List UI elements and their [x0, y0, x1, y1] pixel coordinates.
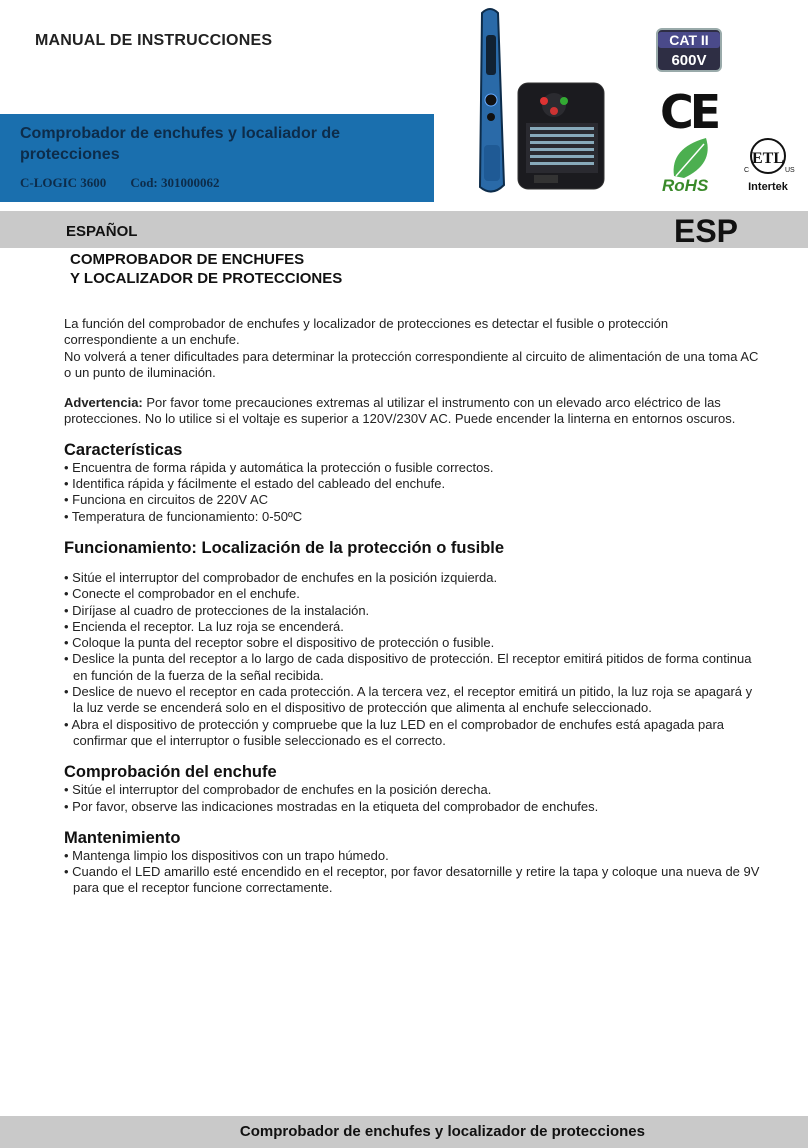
- list-item: • Deslice de nuevo el receptor en cada protección. A la tercera vez, el receptor emitirá un pitido, la luz roja se apagará y la luz verde se encenderá solo en el dispositivo de protección que alimenta al enchufe seleccionado.: [64, 684, 753, 716]
- list-item: • Temperatura de funcionamiento: 0-50ºC: [64, 508, 303, 524]
- svg-text:C: C: [744, 167, 750, 174]
- warning-label: Advertencia:: [64, 395, 143, 411]
- product-title-box: [0, 114, 434, 202]
- footer-bar: [0, 1116, 808, 1148]
- footer-text: Comprobador de enchufes y localizador de protecciones: [239, 1123, 645, 1140]
- intro-paragraph-1: La función del comprobador de enchufes y localizador de protecciones es detectar el fusible o protección correspondiente a un enchufe.: [64, 316, 669, 348]
- list-item: • Por favor, observe las indicaciones mostradas en la etiqueta del comprobador de enchufes.: [64, 798, 599, 814]
- warning-paragraph: [64, 395, 764, 428]
- heading-line-2: Y LOCALIZADOR DE PROTECCIONES: [70, 270, 343, 287]
- language-bar: [0, 211, 808, 248]
- list-item: • Sitúe el interruptor del comprobador de enchufes en la posición derecha.: [64, 782, 492, 798]
- main-heading: [70, 250, 342, 288]
- svg-text:ETL: ETL: [751, 150, 785, 167]
- list-item: • Encuentra de forma rápida y automática la protección o fusible correctos.: [64, 459, 494, 475]
- list-item: • Coloque la punta del receptor sobre el dispositivo de protección o fusible.: [64, 635, 495, 651]
- list-item: • Mantenga limpio los dispositivos con un trapo húmedo.: [64, 847, 389, 863]
- ce-mark: CE: [660, 85, 718, 139]
- manual-title: MANUAL DE INSTRUCCIONES: [35, 32, 273, 49]
- socket-check-title: Comprobación del enchufe: [64, 763, 277, 782]
- list-item: • Sitúe el interruptor del comprobador de enchufes en la posición izquierda.: [64, 569, 498, 585]
- intro-paragraph-2: No volverá a tener dificultades para determinar la protección correspondiente al circuito de alimentación de una toma AC o un punto de iluminación.: [64, 348, 759, 380]
- product-title: Comprobador de enchufes y localiador de protecciones: [20, 125, 341, 163]
- etl-listed-icon: [738, 132, 798, 198]
- list-item: • Abra el dispositivo de protección y compruebe que la luz LED en el comprobador de enchufes está apagada para confirmar que el interruptor o fusible seleccionado es el correcto.: [64, 716, 725, 748]
- operation-title: Funcionamiento: Localización de la protección o fusible: [64, 538, 505, 557]
- voltage-rating: 600V: [671, 52, 707, 69]
- features-title: Características: [64, 440, 183, 459]
- list-item: • Diríjase al cuadro de protecciones de la instalación.: [64, 602, 370, 618]
- list-item: • Deslice la punta del receptor a lo largo de cada dispositivo de protección. El receptor emitirá pitidos de forma continua en función de la fuerza de la señal recibida.: [64, 651, 752, 683]
- list-item: • Cuando el LED amarillo esté encendido en el receptor, por favor desatornille y retire la tapa y coloque una nueva de 9V para que el receptor funcione correctamente.: [64, 864, 760, 896]
- list-item: • Identifica rápida y fácilmente el estado del cableado del enchufe.: [64, 476, 446, 492]
- list-item: • Encienda el receptor. La luz roja se encenderá.: [64, 618, 344, 634]
- language-code: ESP: [673, 213, 738, 249]
- product-code: Cod: 301000062: [130, 175, 220, 190]
- rohs-label: RoHS: [662, 176, 709, 195]
- warning-text: Por favor tome precauciones extremas al utilizar el instrumento con un elevado arco eléctrico de las protecciones. No lo utilice si el voltaje es superior a 120V/230V AC. Puede encender la linterna en entornos oscuros.: [64, 395, 736, 427]
- list-item: • Conecte el comprobador en el enchufe.: [64, 586, 300, 602]
- cat-ii-badge: [656, 28, 722, 72]
- language-label: ESPAÑOL: [66, 223, 138, 240]
- model-line: [20, 175, 220, 191]
- product-image: [468, 5, 608, 197]
- svg-text:US: US: [785, 167, 795, 174]
- etl-brand: Intertek: [748, 181, 788, 193]
- maintenance-title: Mantenimiento: [64, 828, 181, 847]
- cat-rating: CAT II: [658, 32, 720, 48]
- model-name: C-LOGIC 3600: [20, 175, 107, 190]
- list-item: • Funciona en circuitos de 220V AC: [64, 492, 269, 508]
- document-body: [64, 316, 764, 897]
- heading-line-1: COMPROBADOR DE ENCHUFES: [70, 251, 305, 268]
